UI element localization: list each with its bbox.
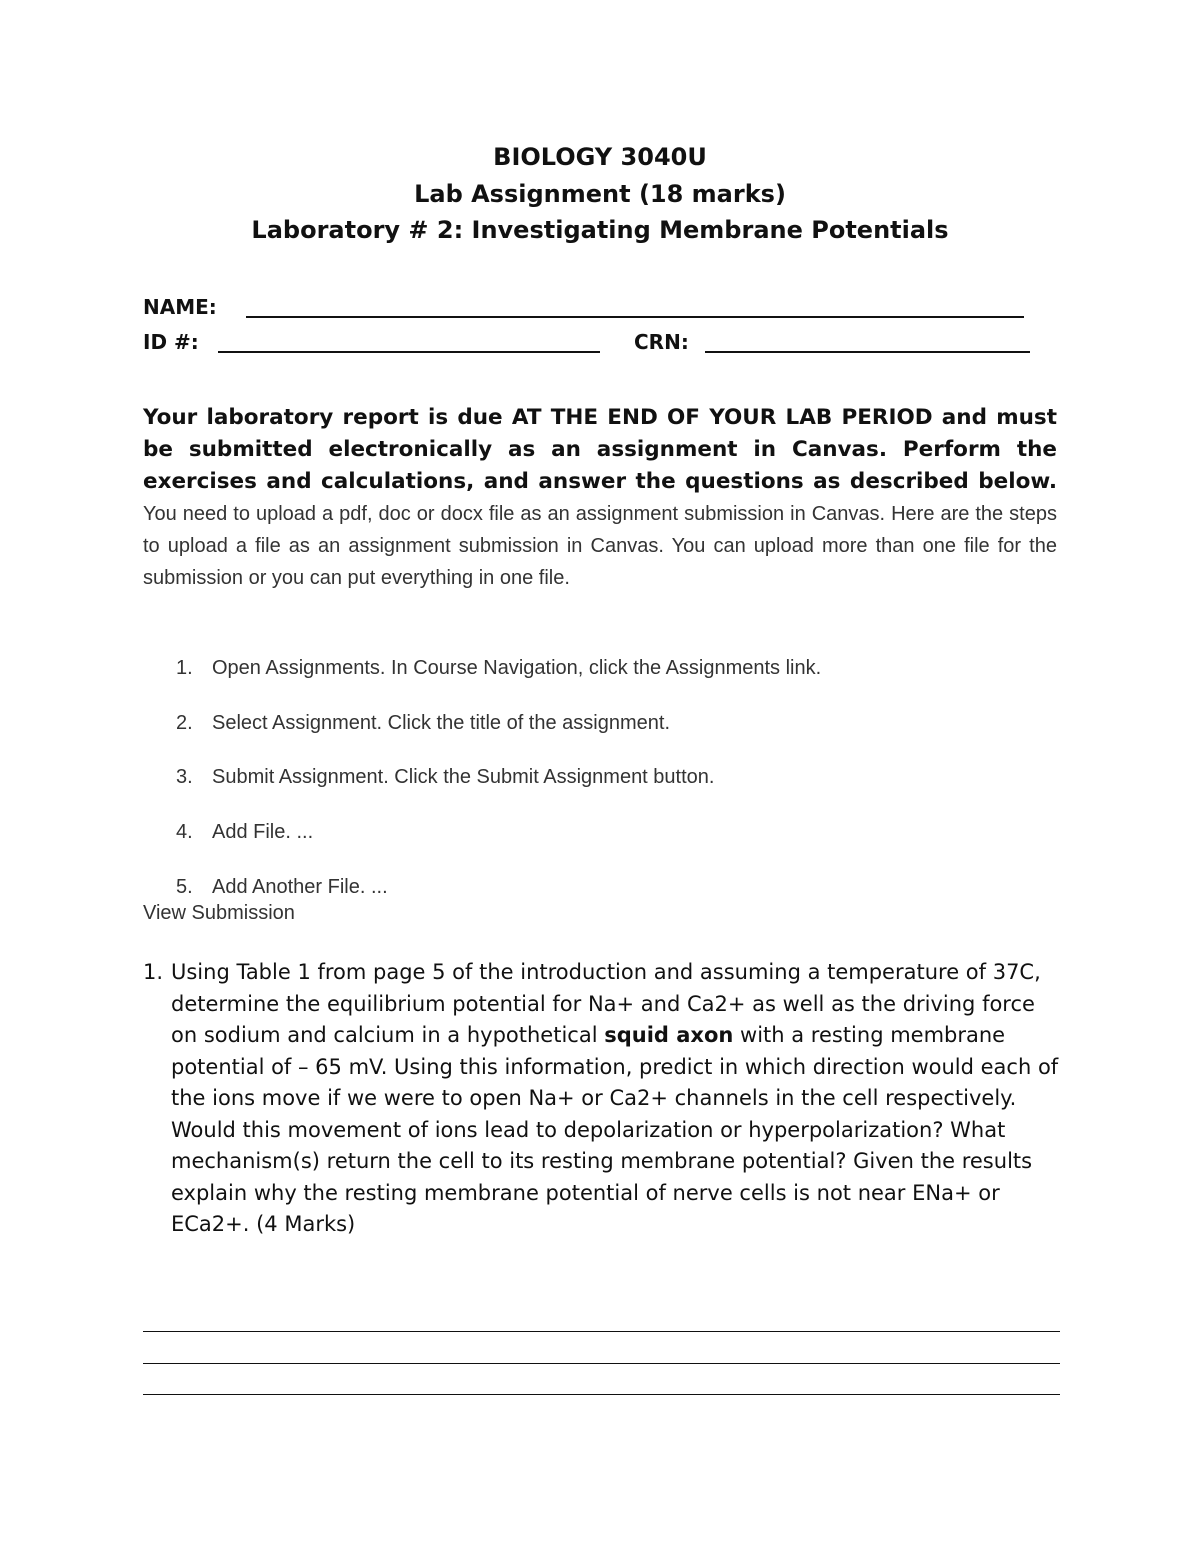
lab-title: Laboratory # 2: Investigating Membrane Potentials: [251, 216, 949, 244]
step-text: Submit Assignment. Click the Submit Assignment button.: [212, 766, 715, 788]
step-text: Add File. ...: [212, 821, 314, 843]
list-item: [176, 821, 1056, 847]
list-item: [176, 712, 1056, 738]
name-label: NAME:: [143, 295, 217, 319]
list-item: [176, 766, 1056, 792]
answer-line[interactable]: [143, 1394, 1060, 1395]
step-number: 4.: [176, 821, 193, 843]
step-number: 3.: [176, 766, 193, 788]
id-label: ID #:: [143, 330, 199, 354]
answer-line[interactable]: [143, 1331, 1060, 1332]
view-submission-text: View Submission: [143, 902, 295, 924]
question-text-part2: with a resting membrane potential of – 65 mV. Using this information, predict in which direction would each of the ions move if we were to open Na+ or Ca2+ channels in the cell respectively. Would this movement of ions lead to depolarization or hyperpolarization? What mechanism(s) return the cell to its resting membrane potential? Given the results explain why the resting membrane potential of nerve cells is not near ENa+ or ECa2+. (4 Marks): [171, 1023, 1059, 1236]
instructions-paragraph: [143, 402, 1057, 594]
list-item: [176, 876, 1056, 902]
list-item: [176, 657, 1056, 683]
question-text-part1: Using Table 1 from page 5 of the introduction and assuming a temperature of 37C, determine the equilibrium potential for Na+ and Ca2+ as well as the driving force on sodium and calcium in a hypothetical: [171, 960, 1041, 1047]
instructions-plain-text: You need to upload a pdf, doc or docx file as an assignment submission in Canvas. Here are the steps to upload a file as an assignment submission in Canvas. You can upload more than one file for the submission or you can put everything in one file.: [143, 503, 1057, 589]
step-text: Open Assignments. In Course Navigation, click the Assignments link.: [212, 657, 822, 679]
course-code: BIOLOGY 3040U: [493, 143, 707, 171]
step-number: 1.: [176, 657, 193, 679]
question-number: 1.: [143, 960, 164, 984]
name-field-line[interactable]: [246, 316, 1024, 318]
assignment-title: Lab Assignment (18 marks): [414, 180, 786, 208]
instructions-bold-text: Your laboratory report is due AT THE END OF YOUR LAB PERIOD and must be submitted electronically as an assignment in Canvas. Perform the exercises and calculations, and answer the questions as described below.: [143, 405, 1057, 494]
crn-field-line[interactable]: [705, 351, 1030, 353]
answer-line[interactable]: [143, 1363, 1060, 1364]
question-text: [171, 957, 1063, 1241]
step-text: Add Another File. ...: [212, 876, 388, 898]
step-text: Select Assignment. Click the title of the assignment.: [212, 712, 670, 734]
id-field-line[interactable]: [218, 351, 600, 353]
crn-label: CRN:: [634, 330, 689, 354]
step-number: 5.: [176, 876, 193, 898]
question-text-bold: squid axon: [604, 1023, 734, 1047]
step-number: 2.: [176, 712, 193, 734]
